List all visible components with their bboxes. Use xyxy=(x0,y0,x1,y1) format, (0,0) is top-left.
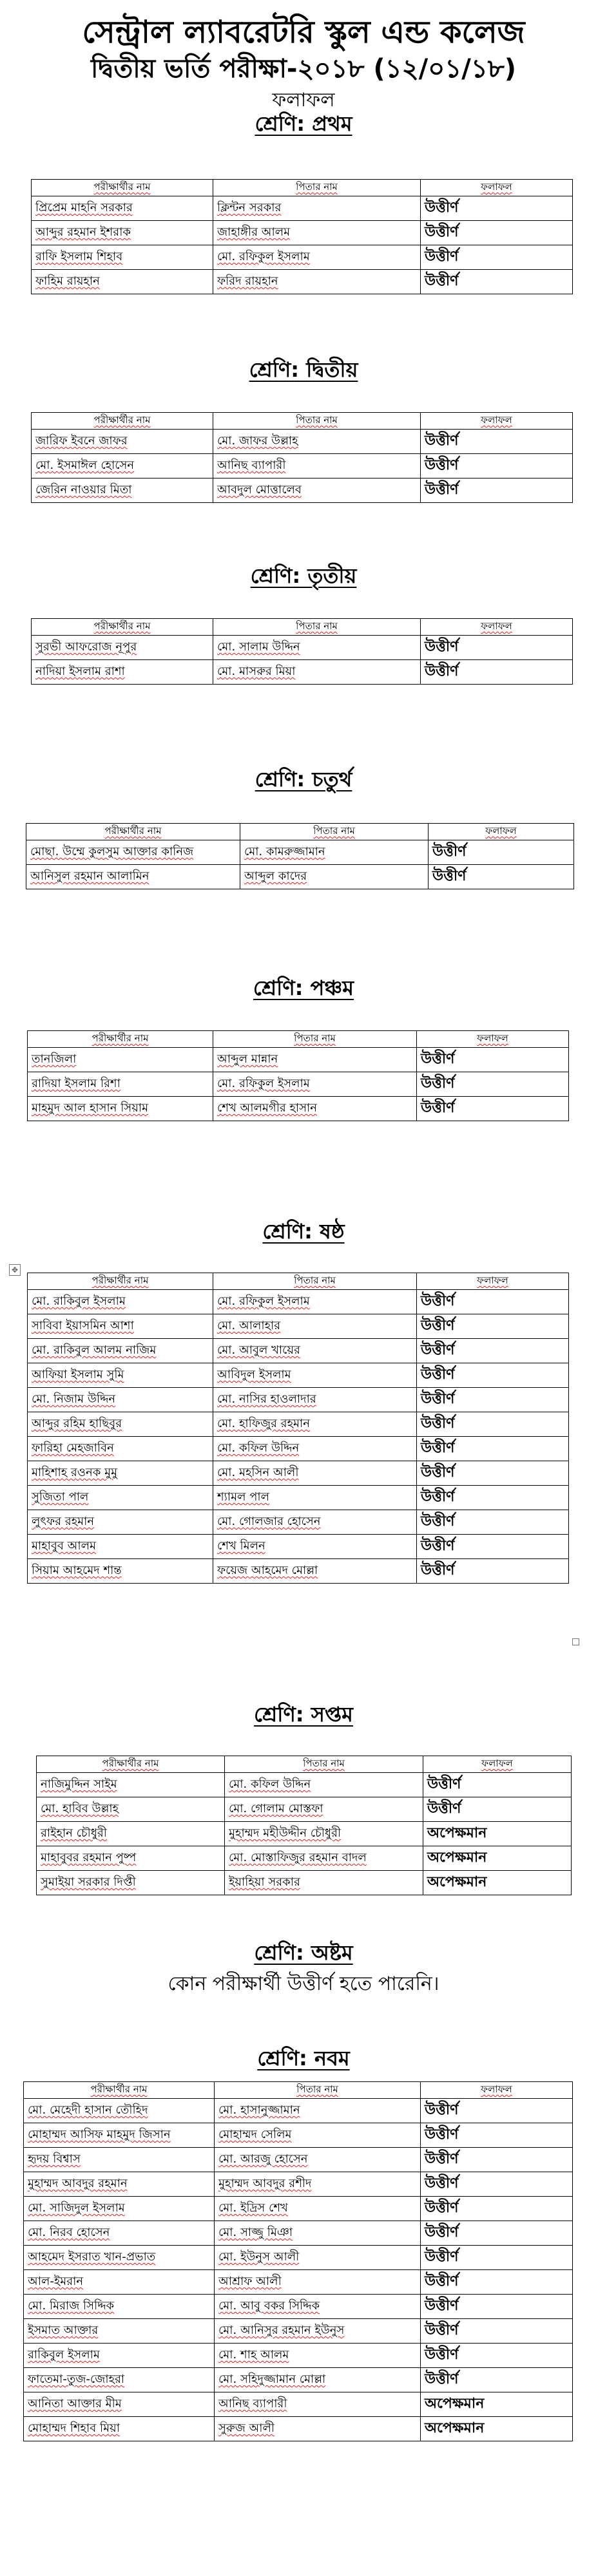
class-heading-label: শ্রেণি: নবম xyxy=(257,2046,350,2070)
father-name-cell: ইয়াহিয়া সরকার xyxy=(225,1871,423,1895)
table-row xyxy=(28,1535,569,1559)
table-row xyxy=(24,2270,573,2295)
father-name-cell: মো. সহিদুজ্জামান মোল্লা xyxy=(215,2368,421,2392)
header-student-name: পরীক্ষার্থীর নাম xyxy=(28,1031,213,1048)
table-row xyxy=(24,2246,573,2270)
result-cell: উত্তীর্ণ xyxy=(421,636,573,660)
header-father-name: পিতার নাম xyxy=(213,1273,417,1290)
table-row xyxy=(26,865,574,889)
header-result: ফলাফল xyxy=(417,1273,569,1290)
header-result: ফলাফল xyxy=(421,413,573,430)
header-father-name: পিতার নাম xyxy=(213,180,421,196)
result-cell: উত্তীর্ণ xyxy=(421,2172,573,2197)
father-name-cell: জাহাঙ্গীর আলম xyxy=(213,221,421,245)
result-cell: উত্তীর্ণ xyxy=(429,865,574,889)
results-table xyxy=(31,618,573,685)
father-name-cell: মো. রফিকুল ইসলাম xyxy=(213,1290,417,1314)
table-row xyxy=(24,2392,573,2417)
header-student-name: পরীক্ষার্থীর নাম xyxy=(32,619,213,636)
result-subtitle: ফলাফল xyxy=(272,89,335,111)
result-cell: উত্তীর্ণ xyxy=(421,478,573,503)
table-row xyxy=(28,1339,569,1363)
table-header-row xyxy=(32,619,573,636)
table-row xyxy=(32,430,573,454)
father-name-cell: মো. মহসিন আলী xyxy=(213,1461,417,1486)
table-row xyxy=(28,1461,569,1486)
header-result: ফলাফল xyxy=(421,2082,573,2099)
father-name-cell: সুরুজ আলী xyxy=(215,2417,421,2441)
table-move-handle-icon[interactable]: ✥ xyxy=(9,1264,21,1276)
table-row xyxy=(24,2319,573,2344)
father-name-cell: শ্যামল পাল xyxy=(213,1486,417,1510)
results-table xyxy=(31,412,573,503)
father-name-cell: মো. শাহ আলম xyxy=(215,2344,421,2368)
student-name-cell: লুৎফর রহমান xyxy=(28,1510,213,1535)
table-header-row xyxy=(37,1756,572,1773)
header-student-name: পরীক্ষার্থীর নাম xyxy=(32,180,213,196)
table-row xyxy=(28,1486,569,1510)
result-cell: উত্তীর্ণ xyxy=(417,1559,569,1584)
father-name-cell: মুহাম্মদ আবদুর রশীদ xyxy=(215,2172,421,2197)
header-result: ফলাফল xyxy=(421,619,573,636)
header-result: ফলাফল xyxy=(417,1031,569,1048)
class-heading-label: শ্রেণি: প্রথম xyxy=(255,111,352,136)
result-cell: উত্তীর্ণ xyxy=(417,1048,569,1072)
student-name-cell: ফাতেমা-তুজ-জোহরা xyxy=(24,2368,215,2392)
table-row xyxy=(37,1797,572,1822)
student-name-cell: মো. মেহেদী হাসান তৌহিদ xyxy=(24,2099,215,2123)
header-result: ফলাফল xyxy=(429,824,574,840)
father-name-cell: মো. জাফর উল্লাহ xyxy=(213,430,421,454)
header-father-name: পিতার নাম xyxy=(240,824,429,840)
result-cell: উত্তীর্ণ xyxy=(421,2295,573,2319)
table-row xyxy=(24,2172,573,2197)
result-cell: উত্তীর্ণ xyxy=(417,1363,569,1388)
table-row xyxy=(28,1437,569,1461)
table-row xyxy=(26,840,574,865)
header-father-name: পিতার নাম xyxy=(213,1031,417,1048)
class-heading-label: শ্রেণি: অষ্টম xyxy=(254,1940,353,1965)
class-heading xyxy=(0,1217,607,1245)
table-row xyxy=(37,1773,572,1797)
father-name-cell: আব্দুল মান্নান xyxy=(213,1048,417,1072)
father-name-cell: আনিছ ব্যাপারী xyxy=(213,454,421,478)
father-name-cell: শেখ মিলন xyxy=(213,1535,417,1559)
father-name-cell: মো. সাজ্জু মিঞা xyxy=(215,2221,421,2246)
table-row xyxy=(37,1822,572,1846)
student-name-cell: মোছা. উম্মে কুলসুম আক্তার কানিজ xyxy=(26,840,240,865)
father-name-cell: মো. আলাহার xyxy=(213,1314,417,1339)
father-name-cell: আশ্রাফ আলী xyxy=(215,2270,421,2295)
table-row xyxy=(28,1290,569,1314)
header-student-name: পরীক্ষার্থীর নাম xyxy=(37,1756,225,1773)
header-student-name: পরীক্ষার্থীর নাম xyxy=(26,824,240,840)
father-name-cell: মো. হাসানুজ্জামান xyxy=(215,2099,421,2123)
result-cell: উত্তীর্ণ xyxy=(417,1486,569,1510)
student-name-cell: নাজিমুদ্দিন সাইম xyxy=(37,1773,225,1797)
father-name-cell: মো. নাসির হাওলাদার xyxy=(213,1388,417,1412)
table-row xyxy=(28,1072,569,1097)
header-father-name: পিতার নাম xyxy=(213,413,421,430)
class-heading-label: শ্রেণি: পঞ্চম xyxy=(253,976,354,1000)
results-table xyxy=(31,179,573,294)
header-student-name: পরীক্ষার্থীর নাম xyxy=(32,413,213,430)
student-name-cell: মো. সাজিদুল ইসলাম xyxy=(24,2197,215,2221)
student-name-cell: ইসমাত আক্তার xyxy=(24,2319,215,2344)
father-name-cell: মো. গোলজার হোসেন xyxy=(213,1510,417,1535)
student-name-cell: মাহাবুব আলম xyxy=(28,1535,213,1559)
no-pass-note: কোন পরীক্ষার্থী উত্তীর্ণ হতে পারেনি। xyxy=(168,1973,439,1995)
father-name-cell: মো. কফিল উদ্দিন xyxy=(225,1773,423,1797)
result-cell: উত্তীর্ণ xyxy=(421,2123,573,2148)
father-name-cell: মো. গোলাম মোস্তফা xyxy=(225,1797,423,1822)
father-name-cell: মো. মাসরুর মিয়া xyxy=(213,660,421,685)
father-name-cell: মো. রফিকুল ইসলাম xyxy=(213,245,421,270)
result-cell: উত্তীর্ণ xyxy=(417,1339,569,1363)
header-result: ফলাফল xyxy=(423,1756,572,1773)
table-row xyxy=(32,245,573,270)
student-name-cell: আনিতা আক্তার মীম xyxy=(24,2392,215,2417)
student-name-cell: মাহিশাহ রওনক মুমু xyxy=(28,1461,213,1486)
table-row xyxy=(32,196,573,221)
header-student-name: পরীক্ষার্থীর নাম xyxy=(28,1273,213,1290)
student-name-cell: মোহাম্মদ শিহাব মিয়া xyxy=(24,2417,215,2441)
student-name-cell: মো. মিরাজ সিদ্দিক xyxy=(24,2295,215,2319)
result-cell: উত্তীর্ণ xyxy=(421,2221,573,2246)
father-name-cell: আনিছ ব্যাপারী xyxy=(215,2392,421,2417)
father-name-cell: আবিদুল ইসলাম xyxy=(213,1363,417,1388)
student-name-cell: সুমাইয়া সরকার দিপ্তী xyxy=(37,1871,225,1895)
table-header-row xyxy=(24,2082,573,2099)
result-cell: অপেক্ষমান xyxy=(423,1871,572,1895)
father-name-cell: ফয়েজ আহমেদ মোল্লা xyxy=(213,1559,417,1584)
father-name-cell: মো. কামরুজ্জামান xyxy=(240,840,429,865)
student-name-cell: রাইহান চৌধুরী xyxy=(37,1822,225,1846)
table-row xyxy=(28,1048,569,1072)
result-cell: উত্তীর্ণ xyxy=(417,1314,569,1339)
class-heading-label: শ্রেণি: দ্বিতীয় xyxy=(249,357,358,382)
result-cell: উত্তীর্ণ xyxy=(417,1290,569,1314)
table-header-row xyxy=(32,180,573,196)
result-cell: উত্তীর্ণ xyxy=(417,1437,569,1461)
result-cell: উত্তীর্ণ xyxy=(421,2270,573,2295)
results-table xyxy=(26,823,574,889)
result-cell: উত্তীর্ণ xyxy=(421,196,573,221)
father-name-cell: মো. ইদ্রিস শেখ xyxy=(215,2197,421,2221)
father-name-cell: ক্লিন্টন সরকার xyxy=(213,196,421,221)
student-name-cell: আফিয়া ইসলাম সুমি xyxy=(28,1363,213,1388)
table-row xyxy=(24,2221,573,2246)
student-name-cell: তানজিলা xyxy=(28,1048,213,1072)
result-cell: উত্তীর্ণ xyxy=(421,2319,573,2344)
result-cell: উত্তীর্ণ xyxy=(417,1535,569,1559)
table-row xyxy=(28,1363,569,1388)
father-name-cell: মো. ইউনুস আলী xyxy=(215,2246,421,2270)
table-header-row xyxy=(26,824,574,840)
result-cell: অপেক্ষমান xyxy=(421,2417,573,2441)
table-row xyxy=(28,1559,569,1584)
results-table xyxy=(36,1756,572,1895)
student-name-cell: মাহমুদ আল হাসান সিয়াম xyxy=(28,1097,213,1121)
results-table xyxy=(23,2081,573,2441)
result-cell: উত্তীর্ণ xyxy=(423,1773,572,1797)
student-name-cell: রাকিবুল ইসলাম xyxy=(24,2344,215,2368)
student-name-cell: মো. নিরব হোসেন xyxy=(24,2221,215,2246)
result-cell: উত্তীর্ণ xyxy=(421,270,573,294)
student-name-cell: ফারিহা মেহজাবিন xyxy=(28,1437,213,1461)
table-row xyxy=(28,1510,569,1535)
table-row xyxy=(28,1388,569,1412)
father-name-cell: মো. আরজু হোসেন xyxy=(215,2148,421,2172)
father-name-cell: মো. হাফিজুর রহমান xyxy=(213,1412,417,1437)
father-name-cell: মোহাম্মদ সেলিম xyxy=(215,2123,421,2148)
father-name-cell: আব্দুল কাদের xyxy=(240,865,429,889)
result-cell: উত্তীর্ণ xyxy=(421,2368,573,2392)
father-name-cell: মো. কফিল উদ্দিন xyxy=(213,1437,417,1461)
student-name-cell: সুজিতা পাল xyxy=(28,1486,213,1510)
table-row xyxy=(32,660,573,685)
header-father-name: পিতার নাম xyxy=(225,1756,423,1773)
result-cell: উত্তীর্ণ xyxy=(421,2246,573,2270)
table-row xyxy=(32,270,573,294)
student-name-cell: আহমেদ ইসরাত খান-প্রভাত xyxy=(24,2246,215,2270)
table-header-row xyxy=(28,1273,569,1290)
father-name-cell: ফরিদ রায়হান xyxy=(213,270,421,294)
student-name-cell: রাফি ইসলাম শিহাব xyxy=(32,245,213,270)
table-row xyxy=(24,2148,573,2172)
student-name-cell: হৃদয় বিশ্বাস xyxy=(24,2148,215,2172)
class-heading xyxy=(0,109,607,138)
student-name-cell: মোহাম্মদ আসিফ মাহমুদ জিসান xyxy=(24,2123,215,2148)
table-row xyxy=(24,2368,573,2392)
result-cell: উত্তীর্ণ xyxy=(421,454,573,478)
header-father-name: পিতার নাম xyxy=(213,619,421,636)
student-name-cell: আনিসুল রহমান আলামিন xyxy=(26,865,240,889)
table-row xyxy=(37,1846,572,1871)
table-row xyxy=(28,1412,569,1437)
result-cell: উত্তীর্ণ xyxy=(417,1412,569,1437)
table-header-row xyxy=(28,1031,569,1048)
result-cell: অপেক্ষমান xyxy=(423,1846,572,1871)
result-cell: উত্তীর্ণ xyxy=(421,245,573,270)
student-name-cell: ফাহিম রায়হান xyxy=(32,270,213,294)
class-heading-label: শ্রেণি: ষষ্ঠ xyxy=(262,1219,345,1244)
student-name-cell: আল-ইমরান xyxy=(24,2270,215,2295)
result-cell: উত্তীর্ণ xyxy=(421,660,573,685)
student-name-cell: সাবিবা ইয়াসমিন আশা xyxy=(28,1314,213,1339)
result-cell: উত্তীর্ণ xyxy=(421,2148,573,2172)
father-name-cell: শেখ আলমগীর হাসান xyxy=(213,1097,417,1121)
result-cell: উত্তীর্ণ xyxy=(417,1097,569,1121)
result-cell: উত্তীর্ণ xyxy=(421,2099,573,2123)
father-name-cell: মো. রফিকুল ইসলাম xyxy=(213,1072,417,1097)
student-name-cell: জেরিন নাওয়ার মিতা xyxy=(32,478,213,503)
student-name-cell: আব্দুর রহমান ইশরাক xyxy=(32,221,213,245)
result-cell: উত্তীর্ণ xyxy=(417,1510,569,1535)
table-row xyxy=(24,2123,573,2148)
table-row xyxy=(37,1871,572,1895)
father-name-cell: মুহাম্মদ মহীউদ্দীন চৌধুরী xyxy=(225,1822,423,1846)
results-table xyxy=(27,1030,569,1121)
class-heading xyxy=(0,1938,607,1967)
class-heading-label: শ্রেণি: সপ্তম xyxy=(254,1702,353,1727)
student-name-cell: সিয়াম আহমেদ শান্ত xyxy=(28,1559,213,1584)
class-heading xyxy=(0,2044,607,2072)
student-name-cell: মুহাম্মদ আবদুর রহমান xyxy=(24,2172,215,2197)
student-name-cell: মো. রাকিবুল ইসলাম xyxy=(28,1290,213,1314)
student-name-cell: রাদিয়া ইসলাম রিশা xyxy=(28,1072,213,1097)
result-cell: উত্তীর্ণ xyxy=(421,2197,573,2221)
table-row xyxy=(32,221,573,245)
father-name-cell: মো. আবুল খায়ের xyxy=(213,1339,417,1363)
result-cell: উত্তীর্ণ xyxy=(423,1797,572,1822)
table-row xyxy=(24,2099,573,2123)
table-row xyxy=(24,2417,573,2441)
father-name-cell: আবদুল মোত্তালেব xyxy=(213,478,421,503)
header-student-name: পরীক্ষার্থীর নাম xyxy=(24,2082,215,2099)
father-name-cell: মো. আবু বকর সিদ্দিক xyxy=(215,2295,421,2319)
student-name-cell: আব্দুর রহিম হাছিবুর xyxy=(28,1412,213,1437)
class-heading xyxy=(0,974,607,1002)
result-cell: উত্তীর্ণ xyxy=(417,1072,569,1097)
table-row xyxy=(28,1097,569,1121)
exam-title: দ্বিতীয় ভর্তি পরীক্ষা-২০১৮ (১২/০১/১৮) xyxy=(90,54,517,84)
result-cell: উত্তীর্ণ xyxy=(421,221,573,245)
father-name-cell: মো. আনিসুর রহমান ইউনুস xyxy=(215,2319,421,2344)
class-heading xyxy=(0,765,607,793)
table-row xyxy=(24,2344,573,2368)
student-name-cell: জারিফ ইবনে জাফর xyxy=(32,430,213,454)
table-row xyxy=(28,1314,569,1339)
student-name-cell: মো. ইসমাঈল হোসেন xyxy=(32,454,213,478)
table-row xyxy=(32,454,573,478)
student-name-cell: সুরভী আফরোজ নূপুর xyxy=(32,636,213,660)
result-cell: উত্তীর্ণ xyxy=(421,2344,573,2368)
table-row xyxy=(32,478,573,503)
class-heading xyxy=(0,355,607,384)
class-heading xyxy=(0,562,607,590)
table-resize-handle[interactable] xyxy=(572,1638,579,1645)
student-name-cell: মাহাবুবর রহমান পুষ্প xyxy=(37,1846,225,1871)
class-heading xyxy=(0,1700,607,1728)
student-name-cell: মো. রাকিবুল আলম নাজিম xyxy=(28,1339,213,1363)
result-cell: উত্তীর্ণ xyxy=(417,1388,569,1412)
table-row xyxy=(24,2197,573,2221)
result-cell: অপেক্ষমান xyxy=(421,2392,573,2417)
father-name-cell: মো. মোস্তাফিজুর রহমান বাদল xyxy=(225,1846,423,1871)
student-name-cell: নাদিয়া ইসলাম রাশা xyxy=(32,660,213,685)
result-cell: উত্তীর্ণ xyxy=(421,430,573,454)
father-name-cell: মো. সালাম উদ্দিন xyxy=(213,636,421,660)
class-heading-label: শ্রেণি: তৃতীয় xyxy=(250,564,357,588)
table-header-row xyxy=(32,413,573,430)
result-cell: অপেক্ষমান xyxy=(423,1822,572,1846)
student-name-cell: মো. হাবিব উল্লাহ xyxy=(37,1797,225,1822)
school-name: সেন্ট্রাল ল্যাবরেটরি স্কুল এন্ড কলেজ xyxy=(82,14,525,50)
student-name-cell: মো. নিজাম উদ্দিন xyxy=(28,1388,213,1412)
results-table xyxy=(27,1273,569,1584)
student-name-cell: প্রিপ্রেম মাহনি সরকার xyxy=(32,196,213,221)
header-result: ফলাফল xyxy=(421,180,573,196)
class-heading-label: শ্রেণি: চতুর্থ xyxy=(255,767,352,791)
result-cell: উত্তীর্ণ xyxy=(417,1461,569,1486)
table-row xyxy=(32,636,573,660)
result-cell: উত্তীর্ণ xyxy=(429,840,574,865)
header-father-name: পিতার নাম xyxy=(215,2082,421,2099)
table-row xyxy=(24,2295,573,2319)
